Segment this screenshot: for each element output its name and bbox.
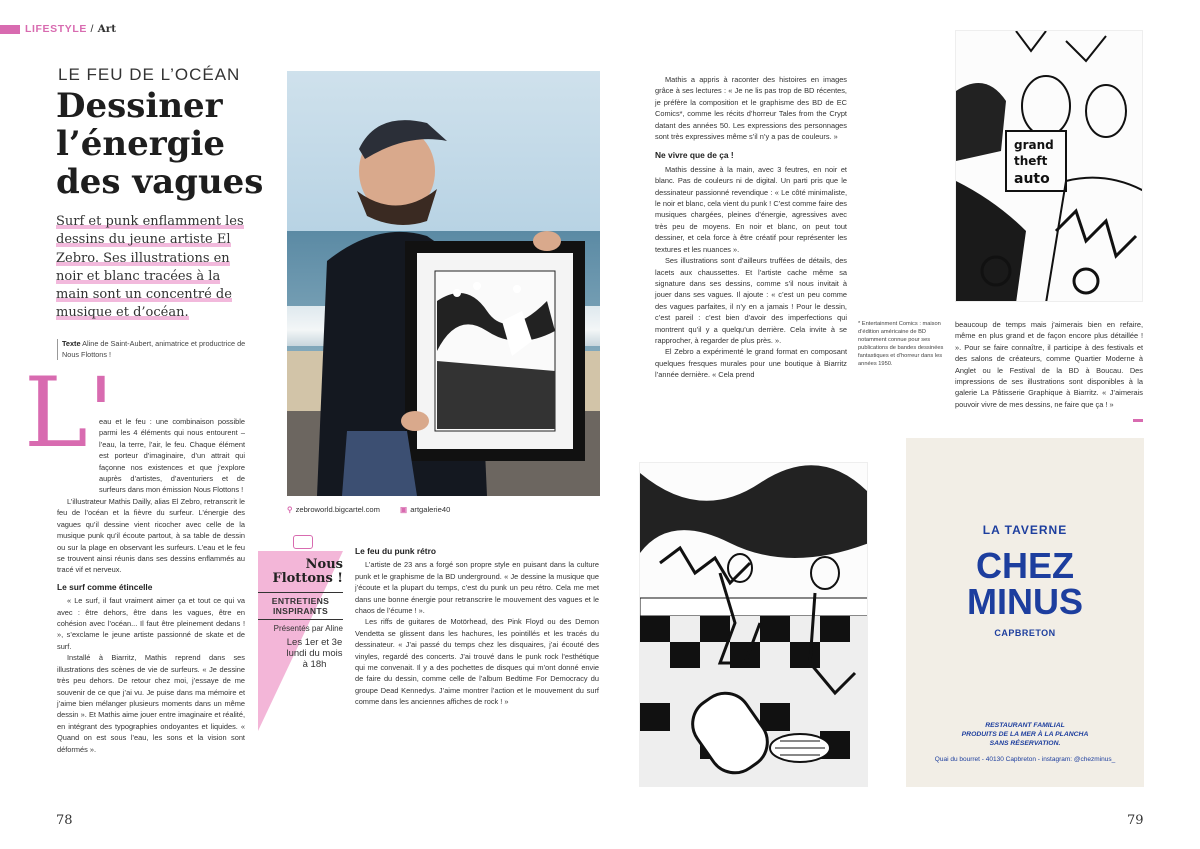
website-link[interactable]	[287, 505, 380, 514]
title-line: l’énergie	[56, 124, 225, 164]
ad-tagline	[906, 721, 1144, 748]
ad-title	[906, 545, 1144, 622]
artist-figure	[287, 71, 600, 496]
credit-label: Texte	[62, 339, 81, 348]
gta-word: grand	[1014, 138, 1054, 152]
section-header	[25, 23, 116, 35]
ad-location: CAPBRETON	[994, 628, 1056, 638]
skate-drawing	[640, 463, 868, 787]
radio-schedule: Les 1er et 3e lundi du mois à 18h	[286, 637, 343, 670]
instagram-icon: ▣	[400, 505, 408, 514]
ad-tagline-line: SANS RÉSERVATION.	[989, 740, 1061, 747]
footnote: * Entertainment Comics : maison d’édition américaine de BD notamment connue pour ses publications de bandes dessinées fantastiques et d’horreur dans les années 1950.	[858, 321, 944, 367]
restaurant-ad	[906, 438, 1144, 787]
ad-title-line: CHEZ	[976, 545, 1074, 586]
paragraph: Mathis a appris à raconter des histoires en images grâce à ses lectures : « Je ne lis pas trop de BD récentes, je préfère la composition et le graphisme des BD de EC Comics*, comme les récits d’horreur Tales from the Crypt datant des années 50. Les expressions des personnages sont très expressives même s’il n’y a pas de couleurs. »	[655, 75, 847, 142]
website-text: zebroworld.bigcartel.com	[295, 505, 380, 514]
page-number-right: 79	[1127, 813, 1144, 828]
paragraph: beaucoup de temps mais j’aimerais bien en refaire, même en plus grand et de façon encore plus détaillée ! ». Pour se faire connaître, il participe à des festivals et des salons de créateurs, comme Quartier Moderne à Anglet ou le Festival de la BD à Boucau. Des impressions de ses illustrations sont disponibles à la galerie La Pâtisserie Graphique à Biarritz. « J’aimerais pouvoir vivre de mes dessins, ne faire que ça ! »	[955, 320, 1143, 409]
ad-tagline-line: RESTAURANT FAMILIAL	[985, 722, 1065, 729]
lead-text: Surf et punk enflamment les dessins du jeune artiste El Zebro. Ses illustrations en noir et blanc tracées à la main sont un concentré de musique et d’océan.	[56, 214, 244, 321]
page-number-left: 78	[56, 813, 73, 828]
paragraph: eau et le feu : une combinaison possible parmi les 4 éléments qui nous entourent – l’eau, la terre, l’air, le feu. Chaque élément est porteur d’imaginaire, d’un attrait qui façonne nos existences et que j’explore auprès d’artistes, d’aventuriers et de surfeurs dans mon émission Nous Flottons !	[99, 417, 245, 495]
location-pin-icon: ⚲	[287, 505, 293, 514]
section-separator: /	[90, 23, 95, 35]
paragraph: Installé à Biarritz, Mathis reprend dans ses illustrations des scènes de vie de surfeurs. « Je dessine très peu dehors. De retour chez moi, j’essaye de me souvenir de ce que j’ai vu. Je puise dans ma mémoire et j’aime bien mélanger plusieurs moments dans un même dessin ». Et Mathis aime jouer entre imaginaire et réalité, en intégrant des typographies ondoyantes et liquides. « Quand on est sous l’eau, les sons et la vision sont déformés ».	[57, 653, 245, 754]
body-column-3	[655, 74, 847, 381]
title-line: Dessiner	[56, 86, 223, 126]
article-title	[56, 87, 286, 201]
paragraph: Les riffs de guitares de Motörhead, des Pink Floyd ou des Demon Vendetta se glissent dans les hachures, les pointillés et les tracés du dessinateur. « J’ai passé du temps chez les disquaires, j’ai écouté des vinyles, regardé des concerts. J’ai trouvé dans le punk rock l’esthétique qui me convenait. Il y a des pochettes de disques qui m’ont donné envie de faire du dessin, comme celle de l’album Bedtime For Democracy du groupe Dead Kennedys. J’aime montrer l’action et le mouvement du surf comme dans les anciennes affiches de rock ! »	[355, 617, 599, 707]
body-column-2	[355, 546, 599, 708]
instagram-text: artgalerie40	[410, 505, 451, 514]
subheading: Le surf comme étincelle	[57, 581, 153, 592]
subheading: Le feu du punk rétro	[355, 546, 436, 556]
credit-text: Aline de Saint-Aubert, animatrice et productrice de Nous Flottons !	[62, 339, 246, 359]
radio-show-name: Nous Flottons !	[272, 557, 343, 586]
paragraph: Ses illustrations sont d’ailleurs truffées de détails, des lacets aux chaussettes. Et l’artiste cache même sa signature dans ses dessins, comme s’il nous invitait à jouer dans ses vagues. Il ajoute : « c’est un peu comme des vagues parfaites, il n’y en a jamais ! Pour le dessin, c’est pareil : c’est bien d’avoir des imperfections qui montrent qu’il y a quelqu’un derrière. Cela invite à se rapprocher, à regarder de plus près. ».	[655, 256, 847, 345]
paragraph: El Zebro a expérimenté le grand format en composant quelques fresques murales pour une boutique à Biarritz l’année dernière. « Cela prend	[655, 347, 847, 380]
body-column-1	[57, 416, 245, 755]
body-column-4	[955, 319, 1143, 410]
subheading: Ne vivre que de ça !	[655, 150, 734, 161]
section-category: LIFESTYLE	[25, 23, 87, 35]
ad-tagline-line: PRODUITS DE LA MER À LA PLANCHA	[961, 731, 1089, 738]
gta-illustration	[955, 30, 1143, 302]
artist-photo	[287, 71, 600, 496]
ad-pre-title: LA TAVERNE	[982, 523, 1068, 537]
gta-word: theft	[1014, 154, 1048, 168]
ad-address: Quai du bourret - 40130 Capbreton - instagram: @chezminus_	[934, 756, 1116, 763]
section-subcategory: Art	[97, 23, 117, 35]
gta-drawing	[956, 31, 1143, 302]
skate-illustration	[639, 462, 868, 787]
paragraph: L’artiste de 23 ans a forgé son propre style en puisant dans la culture punk et le graphisme de la BD underground. « Je dessine la musique que j’écoute et la plupart du temps, c’est du punk un peu rétro. Cela me met dans une bonne énergie pour retranscrire le mouvement des vagues et le chaos de l’écume ! ».	[355, 560, 599, 616]
title-line: des vagues	[56, 162, 264, 202]
radio-show-box	[258, 540, 343, 670]
article-kicker: LE FEU DE L’OCÉAN	[58, 65, 241, 84]
article-end-mark	[1133, 419, 1143, 422]
section-color-tab	[0, 25, 20, 34]
paragraph: Mathis dessine à la main, avec 3 feutres, en noir et blanc. Pas de couleurs ni de digital. Un parti pris que le dessinateur passionné revendique : « Le côté minimaliste, le noir et blanc, cela vient du punk ! C’est comme faire des musiques chargées, pleines d’énergie, agressives avec très peu de moyens. En noir et blanc, on peut tout dessiner, et cela force à être créatif pour représenter les textures et les nuances ».	[655, 164, 847, 254]
gta-word: auto	[1014, 171, 1050, 187]
article-lead	[56, 213, 246, 323]
paragraph: L’illustrateur Mathis Dailly, alias El Zebro, retranscrit le feu de l’océan et la fièvre du surfeur. L’énergie des vagues qu’il dessine vient ricocher avec celle de la musique punk qu’il écoute partout, à sa table de dessin ou sur la plage en observant les surfeurs. L’eau et le feu se trouvent ainsi réunis dans ses dessins enflammés au tracé vif et nerveux.	[57, 497, 245, 575]
drop-cap: L'	[24, 357, 115, 469]
radio-presenter: Présentés par Aline	[273, 624, 343, 633]
paragraph: « Le surf, il faut vraiment aimer ça et tout ce qui va avec : être dehors, être dans les vagues, être en cohésion avec l’océan... Il faut être pleinement dedans ! », s’exclame le jeune artiste passionné de skate et de surf.	[57, 596, 245, 651]
ad-title-line: MINUS	[967, 581, 1083, 622]
instagram-link[interactable]	[400, 505, 450, 514]
radio-show-subtitle: ENTRETIENS INSPIRANTS	[258, 592, 343, 620]
